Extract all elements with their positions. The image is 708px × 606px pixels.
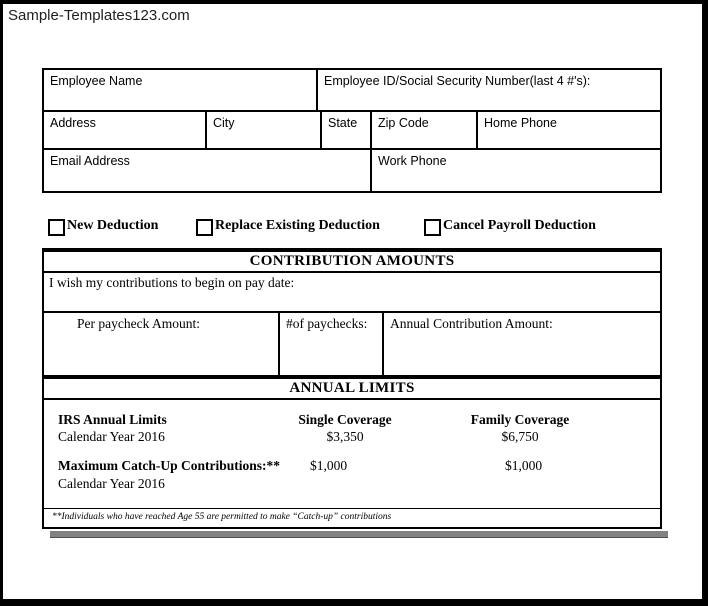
family-coverage-label: Family Coverage bbox=[470, 412, 570, 427]
single-coverage-label: Single Coverage bbox=[298, 412, 392, 427]
pay-date-field[interactable] bbox=[44, 273, 660, 313]
pay-date-label: I wish my contributions to begin on pay date: bbox=[49, 275, 295, 290]
address-label: Address bbox=[50, 116, 96, 130]
new-deduction-checkbox[interactable] bbox=[48, 219, 65, 236]
catchup-label: Maximum Catch-Up Contributions:** bbox=[58, 458, 281, 473]
catchup-single-value: $1,000 bbox=[310, 458, 348, 473]
annual-amount-label: Annual Contribution Amount: bbox=[390, 316, 553, 331]
irs-limits-year: Calendar Year 2016 bbox=[58, 429, 165, 444]
employee-row-3 bbox=[44, 150, 660, 191]
work-phone-label: Work Phone bbox=[378, 154, 447, 168]
email-field[interactable] bbox=[44, 150, 372, 191]
employee-name-label: Employee Name bbox=[50, 74, 143, 88]
cancel-deduction-label: Cancel Payroll Deduction bbox=[443, 218, 596, 233]
home-phone-label: Home Phone bbox=[484, 116, 557, 130]
new-deduction-option bbox=[48, 218, 158, 236]
replace-deduction-checkbox[interactable] bbox=[196, 219, 213, 236]
single-coverage-value: $3,350 bbox=[326, 429, 364, 444]
cancel-deduction-option bbox=[424, 218, 596, 236]
employee-row-1 bbox=[44, 70, 660, 112]
employee-id-field[interactable] bbox=[318, 70, 660, 110]
state-field[interactable] bbox=[322, 112, 372, 148]
num-paychecks-label: #of paychecks: bbox=[286, 316, 368, 331]
work-phone-field[interactable] bbox=[372, 150, 660, 191]
home-phone-field[interactable] bbox=[478, 112, 660, 148]
catchup-family-value: $1,000 bbox=[505, 458, 543, 473]
contribution-amounts-header: CONTRIBUTION AMOUNTS bbox=[44, 252, 660, 273]
catchup-footnote: **Individuals who have reached Age 55 are permitted to make “Catch-up” contributions bbox=[44, 508, 660, 527]
address-field[interactable] bbox=[44, 112, 207, 148]
family-coverage-value: $6,750 bbox=[501, 429, 539, 444]
catchup-year: Calendar Year 2016 bbox=[58, 476, 165, 491]
table-shadow-bar bbox=[50, 531, 668, 538]
irs-limits-label: IRS Annual Limits bbox=[58, 412, 167, 427]
employee-row-2 bbox=[44, 112, 660, 150]
email-label: Email Address bbox=[50, 154, 130, 168]
new-deduction-label: New Deduction bbox=[67, 218, 159, 233]
employee-info-table bbox=[42, 68, 662, 193]
annual-amount-field[interactable] bbox=[384, 313, 660, 375]
watermark-text: Sample-Templates123.com bbox=[8, 7, 190, 24]
per-paycheck-field[interactable] bbox=[44, 313, 280, 375]
city-label: City bbox=[213, 116, 235, 130]
employee-id-label: Employee ID/Social Security Number(last 4 #'s): bbox=[324, 74, 591, 88]
per-paycheck-label: Per paycheck Amount: bbox=[77, 316, 200, 331]
employee-name-field[interactable] bbox=[44, 70, 318, 110]
num-paychecks-field[interactable] bbox=[280, 313, 384, 375]
annual-limits-body bbox=[44, 400, 660, 508]
cancel-deduction-checkbox[interactable] bbox=[424, 219, 441, 236]
annual-limits-header: ANNUAL LIMITS bbox=[44, 375, 660, 400]
state-label: State bbox=[328, 116, 358, 130]
amounts-row bbox=[44, 313, 660, 375]
zip-code-label: Zip Code bbox=[378, 116, 429, 130]
replace-deduction-label: Replace Existing Deduction bbox=[215, 218, 380, 233]
replace-deduction-option bbox=[196, 218, 380, 236]
city-field[interactable] bbox=[207, 112, 322, 148]
zip-code-field[interactable] bbox=[372, 112, 478, 148]
contribution-table bbox=[42, 248, 662, 529]
